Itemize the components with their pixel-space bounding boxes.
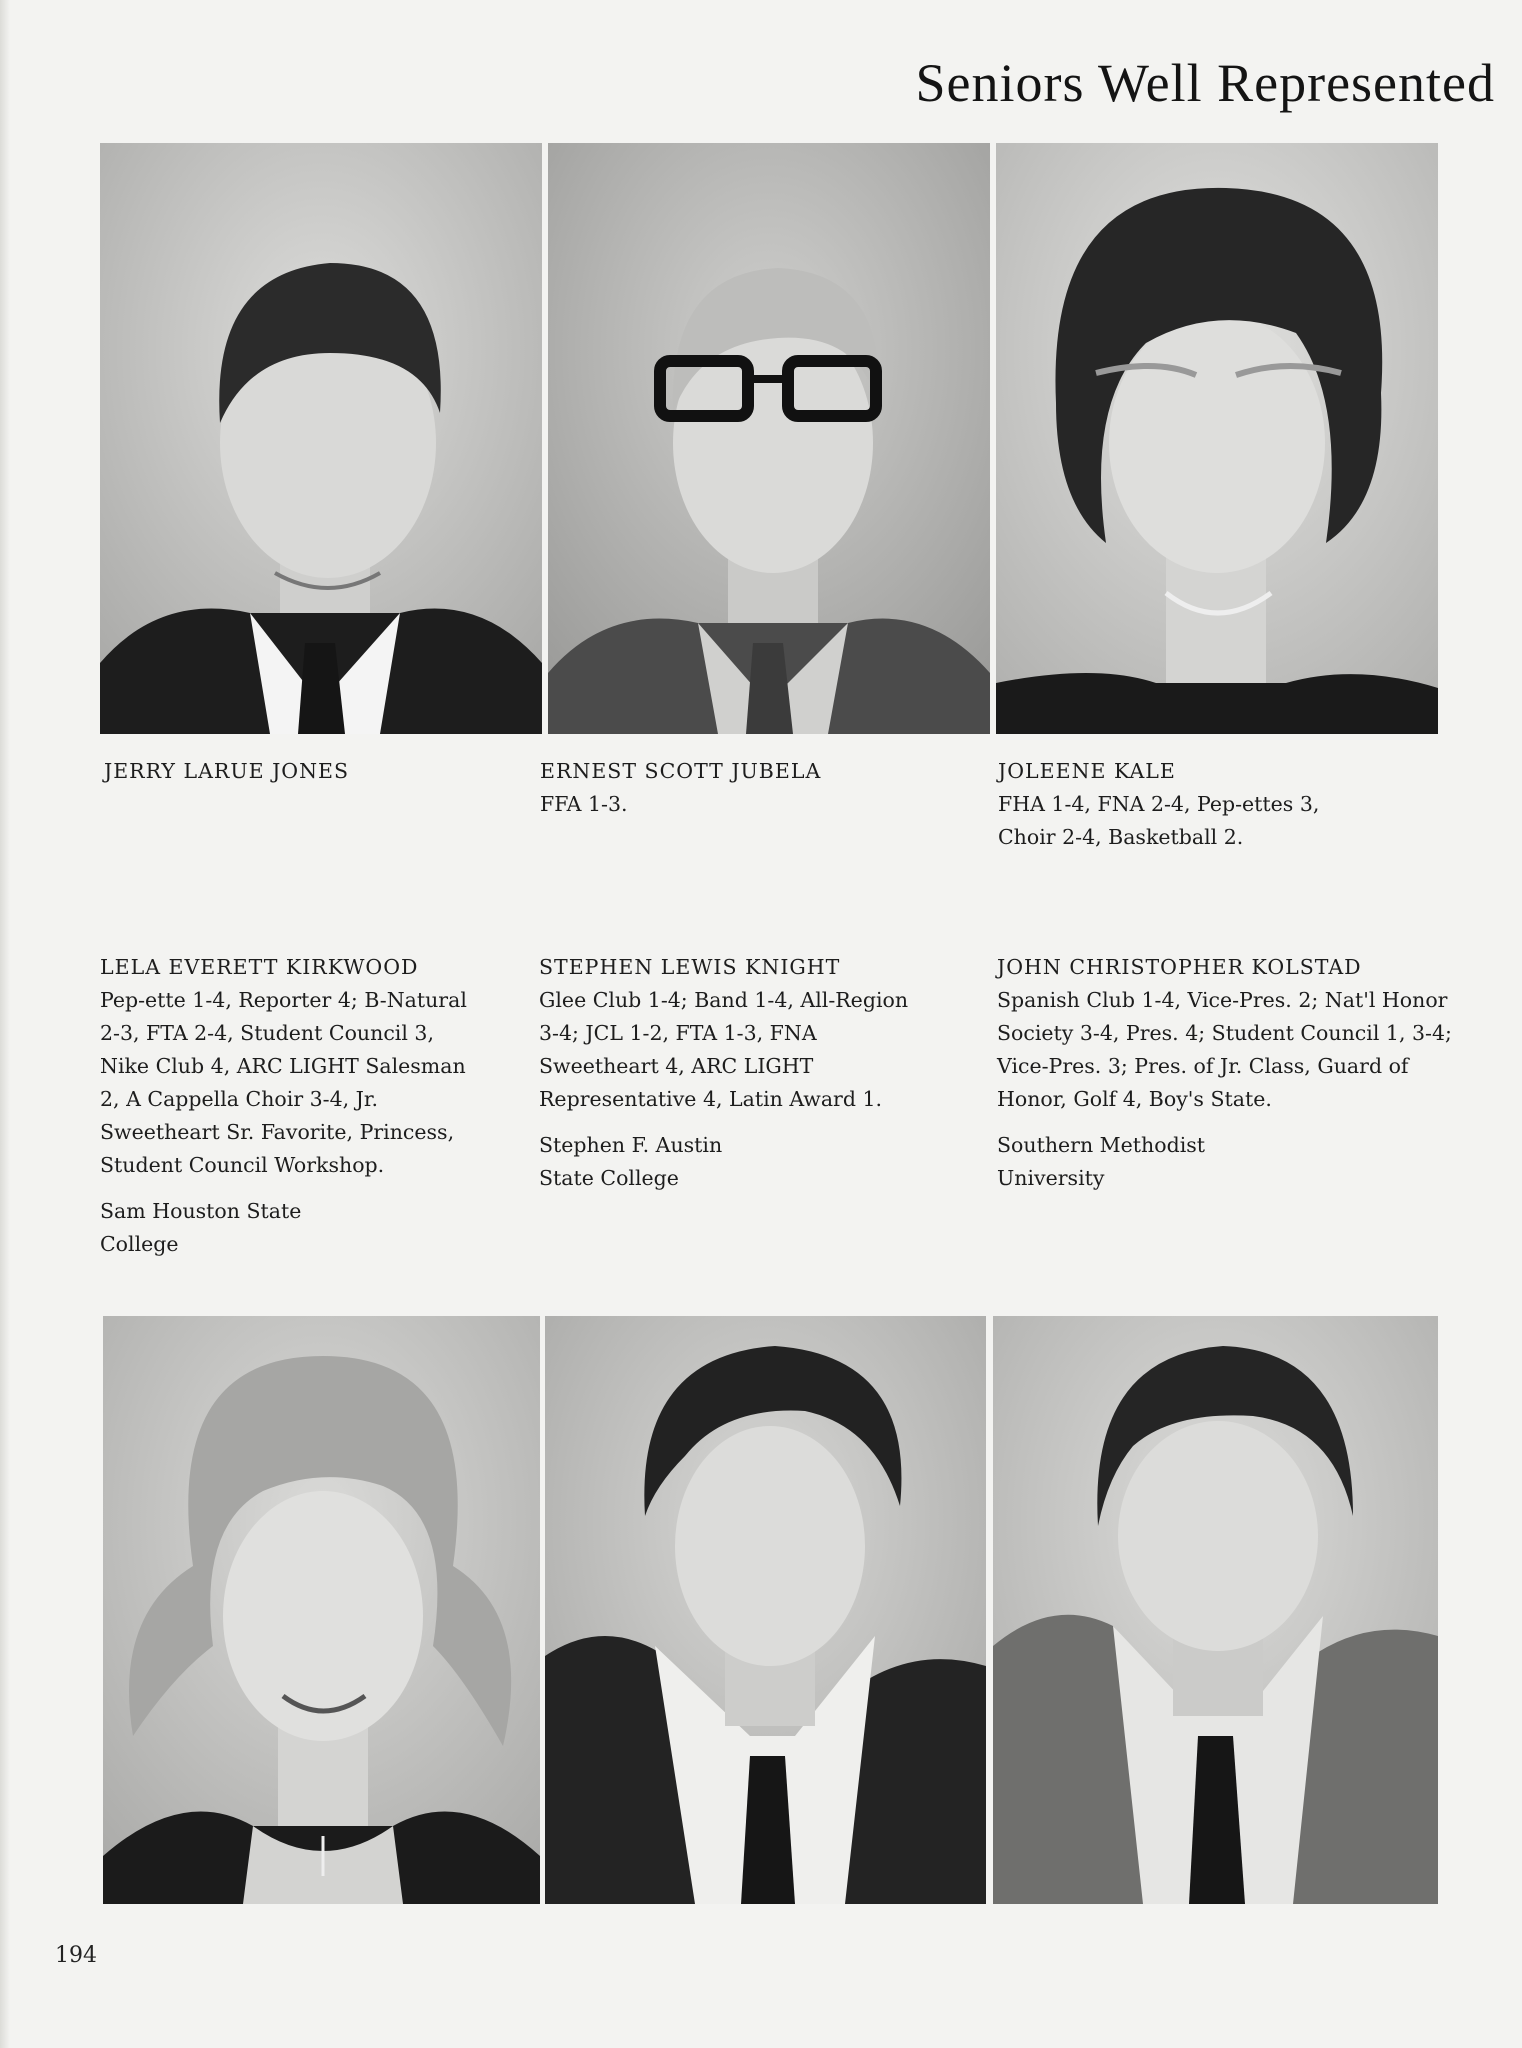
portrait-photo-knight [545,1316,986,1904]
portrait-photo-kirkwood [103,1316,540,1904]
senior-activities: FHA 1-4, FNA 2-4, Pep-ettes 3, Choir 2-4, Basketball 2. [998,792,1320,849]
senior-caption-jones [104,755,524,788]
page-title: Seniors Well Represented [915,53,1495,113]
portrait-photo-kale [996,143,1438,734]
senior-college: Stephen F. Austin State College [539,1133,723,1190]
senior-college: Southern Methodist University [997,1133,1206,1190]
senior-name: STEPHEN LEWIS KNIGHT [539,955,841,979]
senior-college: Sam Houston State College [100,1199,302,1256]
senior-activities: Glee Club 1-4; Band 1-4, All-Region 3-4; JCL 1-2, FTA 1-3, FNA Sweetheart 4, ARC LIGHT Representative 4, Latin Award 1. [539,988,909,1111]
senior-caption-kirkwood [100,951,470,1261]
senior-name: ERNEST SCOTT JUBELA [540,759,822,783]
portrait-photo-jubela [548,143,990,734]
page-number: 194 [55,1943,97,1968]
senior-name: JOLEENE KALE [998,759,1176,783]
senior-caption-jubela [540,755,960,821]
senior-caption-knight [539,951,929,1195]
senior-activities: Spanish Club 1-4, Vice-Pres. 2; Nat'l Honor Society 3-4, Pres. 4; Student Council 1, 3-4; Vice-Pres. 3; Pres. of Jr. Class, Guard of Honor, Golf 4, Boy's State. [997,988,1452,1111]
portrait-photo-jones [100,143,542,734]
senior-activities: FFA 1-3. [540,792,628,816]
senior-name: LELA EVERETT KIRKWOOD [100,955,419,979]
senior-name: JERRY LARUE JONES [104,759,350,783]
portrait-photo-kolstad [993,1316,1438,1904]
senior-activities: Pep-ette 1-4, Reporter 4; B-Natural 2-3, FTA 2-4, Student Council 3, Nike Club 4, ARC LIGHT Salesman 2, A Cappella Choir 3-4, Jr. Sweetheart Sr. Favorite, Princess, Student Council Workshop. [100,988,467,1177]
page-edge [0,0,10,2048]
senior-caption-kolstad [997,951,1452,1195]
senior-name: JOHN CHRISTOPHER KOLSTAD [997,955,1362,979]
senior-caption-kale [998,755,1348,854]
